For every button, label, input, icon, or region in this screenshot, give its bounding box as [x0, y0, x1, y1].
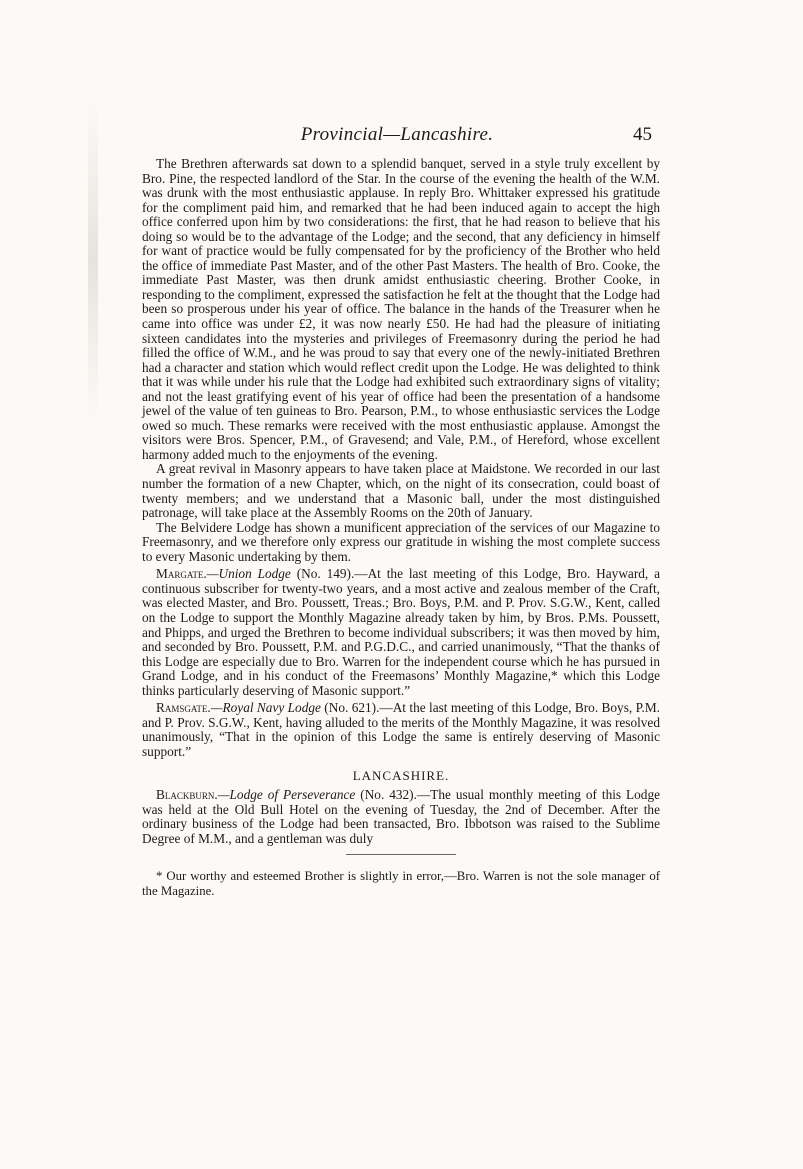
paragraph-banquet: The Brethren afterwards sat down to a splendid banquet, served in a style truly excellent by Bro. Pine, the respected landlord of the Star. In the course of the evening the health of the W.M. was drunk with the most enthusiastic applause. In reply Bro. Whittaker expressed his gratitude for the compliment paid him, and remarked that he had been induced again to accept the high office conferred upon him by two considerations: the first, that he had reason to believe that his doing so would be to the advantage of the Lodge; and the second, that any deficiency in himself for want of practice would be fully compensated for by the proficiency of the Brother who held the office of immediate Past Master, and of the other Past Masters. The health of Bro. Cooke, the immediate Past Master, was then drunk amidst enthusiastic cheering. Brother Cooke, in responding to the compliment, expressed the satisfaction he felt at the thought that the Lodge had been so prosperous under his year of office. The balance in the hands of the Treasurer when he came into office was under £2, it was now nearly £50. He had had the pleasure of initiating sixteen candidates into the mysteries and privileges of Freemasonry during the period he had filled the office of W.M., and he was proud to say that every one of the newly-initiated Brethren had a character and station which would reflect credit upon the Lodge. He was delighted to think that it was while under his rule that the Lodge had exhibited such extraordinary signs of vitality; and not the least gratifying event of his year of office had been the presentation of a handsome jewel of the value of ten guineas to Bro. Pearson, P.M., to whose enthusiastic services the Lodge owed so much. These remarks were received with the most enthusiastic applause. Amongst the visitors were Bros. Spencer, P.M., of Gravesend; and Vale, P.M., of Hereford, whose excellent harmony added much to the enjoyments of the evening. — [142, 156, 660, 462]
lodge-name: —Royal Navy Lodge — [210, 700, 321, 716]
place-name: Ramsgate. — [156, 700, 211, 716]
place-name: Blackburn. — [156, 786, 218, 802]
paragraph-text: (No. 432).—The usual monthly meeting of this Lodge was held at the Old Bull Hotel on the evening of Tuesday, the 2nd of December. After the ordinary business of the Lodge had been transacted, Bro. Ibbotson was raised to the Sublime Degree of M.M., and a gentleman was duly — [142, 786, 660, 846]
article-body — [142, 157, 660, 898]
paragraph-margate — [142, 567, 660, 698]
section-heading: LANCASHIRE. — [352, 768, 450, 784]
place-name: Margate. — [156, 566, 207, 582]
footnote-divider — [346, 854, 456, 855]
lodge-name: —Union Lodge — [206, 566, 291, 582]
paragraph-text: (No. 149).—At the last meeting of this Lodge, Bro. Hayward, a continuous subscriber for twenty-two years, and a most active and zealous member of the Craft, was elected Master, and Bro. Poussett, Treas.; Bro. Boys, P.M. and P. Prov. S.G.W., Kent, called on the Lodge to support the Monthly Magazine already taken by him, by Bros. P.Ms. Poussett, and Phipps, and urged the Brethren to become individual subscribers; it was then moved by him, and seconded by Bro. Poussett, P.M. and P.G.D.C., and carried unanimously, “That the thanks of this Lodge are especially due to Bro. Warren for the independent course which he has pursued in Grand Lodge, and in his conduct of the Freemasons’ Monthly Magazine,* which this Lodge thinks particularly deserving of Masonic support.” — [142, 566, 661, 698]
paragraph-blackburn — [142, 788, 660, 846]
page-margin-stain — [88, 100, 98, 420]
page-header — [142, 124, 652, 148]
paragraph-text: (No. 621).—At the last meeting of this Lodge, Bro. Boys, P.M. and P. Prov. S.G.W., Kent, having alluded to the merits of the Monthly Magazine, it was resolved unanimously, “That in the opinion of this Lodge the same is entirely deserving of Masonic support.” — [142, 700, 660, 759]
running-head: Provincial—Lancashire. — [300, 124, 494, 145]
paragraph-maidstone: A great revival in Masonry appears to have taken place at Maidstone. We recorded in our last number the formation of a new Chapter, which, on the night of its consecration, could boast of twenty members; and we understand that a Masonic ball, under the most distinguished patronage, will take place at the Assembly Rooms on the 20th of January. — [142, 461, 660, 521]
footnote: * Our worthy and esteemed Brother is slightly in error,—Bro. Warren is not the sole manager of the Magazine. — [142, 869, 660, 898]
paragraph-ramsgate — [142, 701, 660, 759]
page-number: 45 — [633, 124, 652, 145]
paragraph-belvidere: The Belvidere Lodge has shown a munificent appreciation of the services of our Magazine to Freemasonry, and we therefore only express our gratitude in wishing the most complete success to every Masonic undertaking by them. — [142, 519, 660, 564]
lodge-name: —Lodge of Perseverance — [217, 786, 356, 802]
